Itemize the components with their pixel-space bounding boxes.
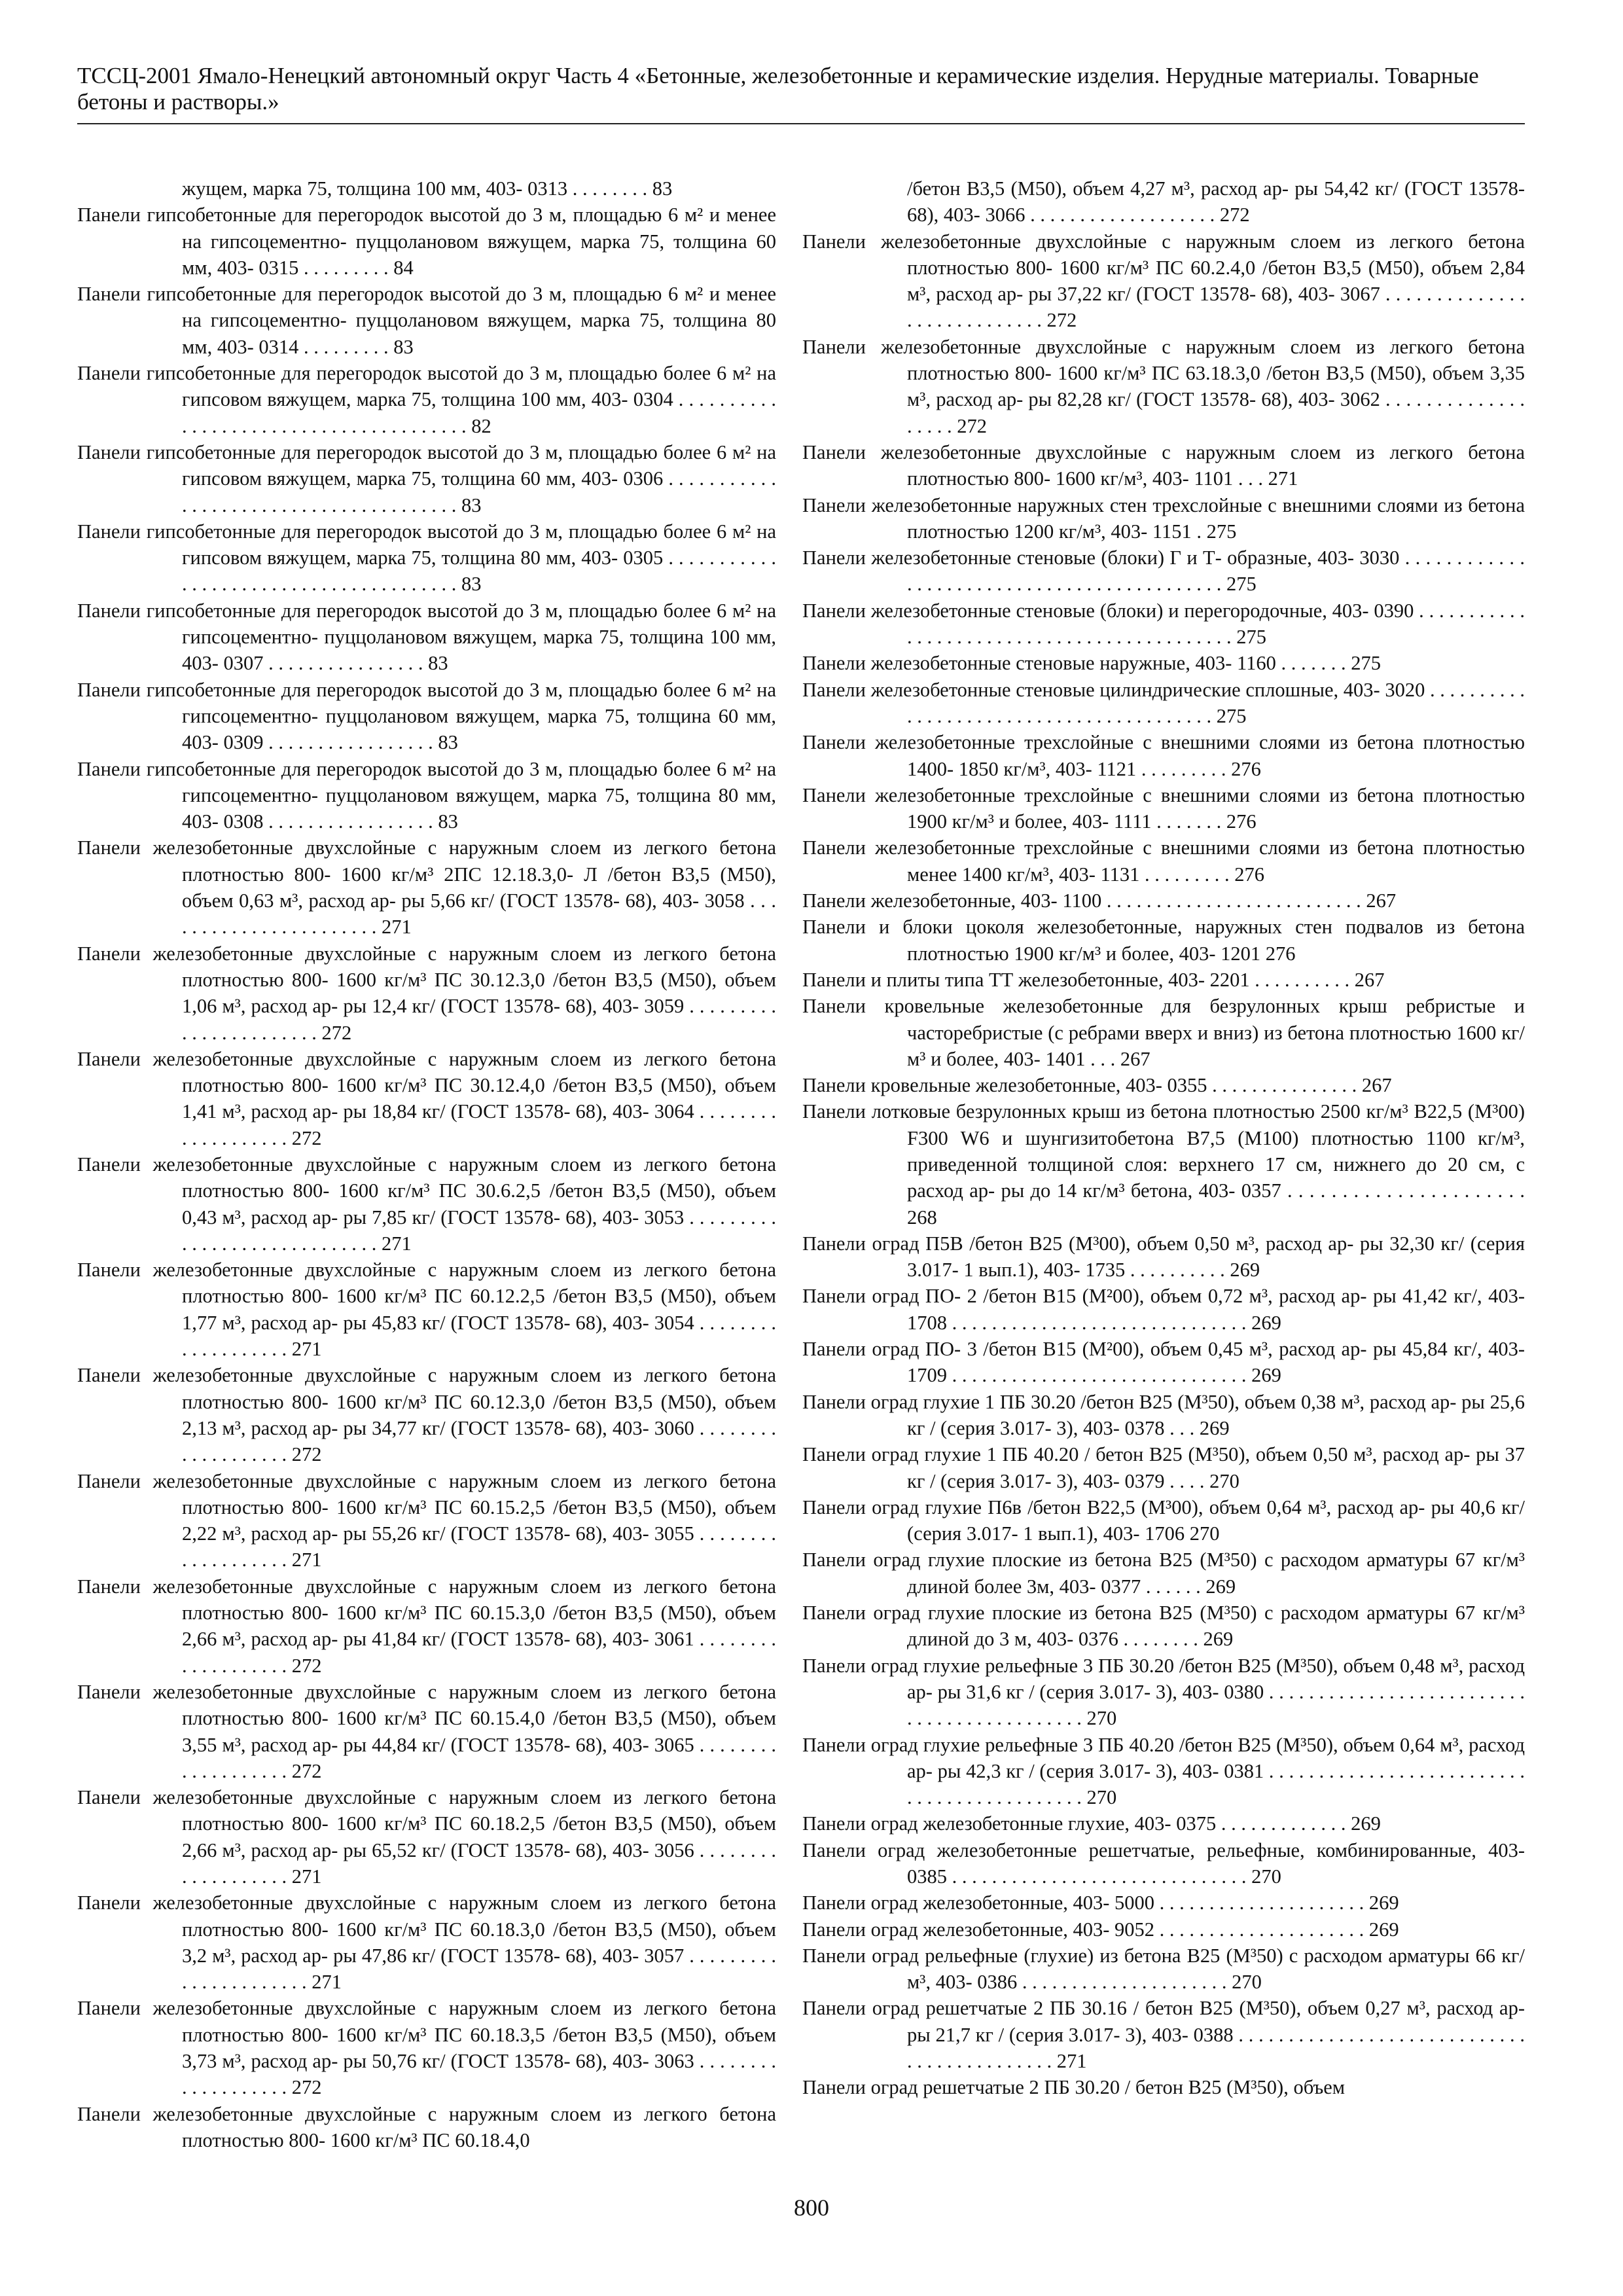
index-entry: Панели железобетонные двухслойные с наружным слоем из легкого бетона плотностью 800- 1600 кг/м³ 2ПС 12.18.3,0- Л /бетон В3,5 (М50), объем 0,63 м³, расход ар- ры 5,66 кг/ (ГОСТ 13578- 68), 403- 3058 . . . . . . . . . . . . . . . . . . . . . . . 271 (77, 836, 776, 939)
index-entry: Панели оград ПО- 2 /бетон В15 (М²00), объем 0,72 м³, расход ар- ры 41,42 кг/, 403- 1708 . . . . . . . . . . . . . . . . . . . . . . . . . . . . . . 269 (802, 1285, 1525, 1334)
index-entry: Панели оград железобетонные, 403- 9052 . . . . . . . . . . . . . . . . . . . . . 269 (802, 1918, 1399, 1941)
index-entry: Панели железобетонные стеновые (блоки) и перегородочные, 403- 0390 . . . . . . . . . . . . . . . . . . . . . . . . . . . . . . . . . . . . . . . . . . . . 275 (802, 599, 1525, 649)
index-entry: Панели оград решетчатые 2 ПБ 30.20 / бетон В25 (М³50), объем (802, 2076, 1346, 2099)
index-entry: Панели железобетонные стеновые (блоки) Г и Т- образные, 403- 3030 . . . . . . . . . . . . . . . . . . . . . . . . . . . . . . . . . . . . . . . . . . . . 275 (802, 547, 1525, 596)
index-entry: Панели железобетонные трехслойные с внешними слоями из бетона плотностью 1900 кг/м³ и более, 403- 1111 . . . . . . . 276 (802, 783, 1525, 833)
index-entry: Панели железобетонные двухслойные с наружным слоем из легкого бетона плотностью 800- 1600 кг/м³ ПС 60.18.3,5 /бетон В3,5 (М50), объем 3,73 м³, расход ар- ры 50,76 кг/ (ГОСТ 13578- 68), 403- 3063 . . . . . . . . . . . . . . . . . . . 272 (77, 1997, 776, 2099)
index-entry: Панели железобетонные, 403- 1100 . . . . . . . . . . . . . . . . . . . . . . . . . . 267 (802, 889, 1397, 912)
index-entry: Панели кровельные железобетонные для безрулонных крыш ребристые и часторебристые (с ребрами вверх и вниз) из бетона плотностью 1600 кг/м³ и более, 403- 1401 . . . 267 (802, 995, 1525, 1070)
index-entry: Панели гипсобетонные для перегородок высотой до 3 м, площадью более 6 м² на гипсовом вяжущем, марка 75, толщина 100 мм, 403- 0304 . . . . . . . . . . . . . . . . . . . . . . . . . . . . . . . . . . . . . . . 82 (77, 362, 776, 437)
index-entry: Панели оград железобетонные глухие, 403- 0375 . . . . . . . . . . . . . 269 (802, 1812, 1381, 1835)
index-entry: Панели железобетонные двухслойные с наружным слоем из легкого бетона плотностью 800- 1600 кг/м³ ПС 60.18.2,5 /бетон В3,5 (М50), объем 2,66 м³, расход ар- ры 65,52 кг/ (ГОСТ 13578- 68), 403- 3056 . . . . . . . . . . . . . . . . . . . 271 (77, 1786, 776, 1888)
index-entry: Панели гипсобетонные для перегородок высотой до 3 м, площадью более 6 м² на гипсоцементно- пуццолановом вяжущем, марка 75, толщина 80 мм, 403- 0308 . . . . . . . . . . . . . . . . . 83 (77, 757, 776, 833)
header-rule (77, 123, 1525, 124)
index-entry: Панели железобетонные двухслойные с наружным слоем из легкого бетона плотностью 800- 1600 кг/м³ ПС 63.18.3,0 /бетон В3,5 (М50), объем 3,35 м³, расход ар- ры 82,28 кг/ (ГОСТ 13578- 68), 403- 3062 . . . . . . . . . . . . . . . . . . . 272 (802, 335, 1525, 437)
index-entry: Панели железобетонные трехслойные с внешними слоями из бетона плотностью менее 1400 кг/м³, 403- 1131 . . . . . . . . . 276 (802, 836, 1525, 886)
index-entry: Панели железобетонные двухслойные с наружным слоем из легкого бетона плотностью 800- 1600 кг/м³, 403- 1101 . . . 271 (802, 440, 1525, 490)
index-entry: Панели оград глухие рельефные 3 ПБ 30.20 /бетон В25 (М³50), объем 0,48 м³, расход ар- ры 31,6 кг / (серия 3.017- 3), 403- 0380 . . . . . . . . . . . . . . . . . . . . . . . . . . . . . . . . . . . . . . . . . . . . 270 (802, 1654, 1525, 1730)
index-entry: Панели железобетонные двухслойные с наружным слоем из легкого бетона плотностью 800- 1600 кг/м³ ПС 60.12.2,5 /бетон В3,5 (М50), объем 1,77 м³, расход ар- ры 45,83 кг/ (ГОСТ 13578- 68), 403- 3054 . . . . . . . . . . . . . . . . . . . 271 (77, 1259, 776, 1361)
index-entry: Панели оград П5В /бетон В25 (М³00), объем 0,50 м³, расход ар- ры 32,30 кг/ (серия 3.017- 1 вып.1), 403- 1735 . . . . . . . . . . 269 (802, 1232, 1525, 1282)
index-entry: Панели оград рельефные (глухие) из бетона В25 (М³50) с расходом арматуры 66 кг/м³, 403- 0386 . . . . . . . . . . . . . . . . . . . . . 270 (802, 1944, 1525, 1994)
index-entry: Панели железобетонные двухслойные с наружным слоем из легкого бетона плотностью 800- 1600 кг/м³ ПС 30.12.4,0 /бетон В3,5 (М50), объем 1,41 м³, расход ар- ры 18,84 кг/ (ГОСТ 13578- 68), 403- 3064 . . . . . . . . . . . . . . . . . . . 272 (77, 1047, 776, 1149)
index-entry: Панели лотковые безрулонных крыш из бетона плотностью 2500 кг/м³ В22,5 (М³00) F300 W6 и шунгизитобетона В7,5 (М100) плотностью 1100 кг/м³, приведенной толщиной слоя: верхнего 17 см, нижнего до 20 см, с расход ар- ры до 14 кг/м³ бетона, 403- 0357 . . . . . . . . . . . . . . . . . . . . . . 268 (802, 1100, 1525, 1229)
index-entry: Панели гипсобетонные для перегородок высотой до 3 м, площадью более 6 м² на гипсовом вяжущем, марка 75, толщина 80 мм, 403- 0305 . . . . . . . . . . . . . . . . . . . . . . . . . . . . . . . . . . . . . . . 83 (77, 520, 776, 596)
index-entry: Панели железобетонные трехслойные с внешними слоями из бетона плотностью 1400- 1850 кг/м³, 403- 1121 . . . . . . . . . 276 (802, 731, 1525, 780)
index-entry: /бетон В3,5 (М50), объем 4,27 м³, расход ар- ры 54,42 кг/ (ГОСТ 13578- 68), 403- 3066 . . . . . . . . . . . . . . . . . . . 272 (907, 177, 1525, 226)
index-entry: Панели оград ПО- 3 /бетон В15 (М²00), объем 0,45 м³, расход ар- ры 45,84 кг/, 403- 1709 . . . . . . . . . . . . . . . . . . . . . . . . . . . . . . 269 (802, 1338, 1525, 1387)
index-entry: Панели железобетонные стеновые наружные, 403- 1160 . . . . . . . 275 (802, 652, 1381, 675)
index-entry: Панели железобетонные двухслойные с наружным слоем из легкого бетона плотностью 800- 1600 кг/м³ ПС 30.6.2,5 /бетон В3,5 (М50), объем 0,43 м³, расход ар- ры 7,85 кг/ (ГОСТ 13578- 68), 403- 3053 . . . . . . . . . . . . . . . . . . . . . . . . . . . . . 271 (77, 1153, 776, 1255)
index-entry: Панели железобетонные двухслойные с наружным слоем из легкого бетона плотностью 800- 1600 кг/м³ ПС 60.12.3,0 /бетон В3,5 (М50), объем 2,13 м³, расход ар- ры 34,77 кг/ (ГОСТ 13578- 68), 403- 3060 . . . . . . . . . . . . . . . . . . . 272 (77, 1364, 776, 1466)
index-entry: Панели оград глухие рельефные 3 ПБ 40.20 /бетон В25 (М³50), объем 0,64 м³, расход ар- ры 42,3 кг / (серия 3.017- 3), 403- 0381 . . . . . . . . . . . . . . . . . . . . . . . . . . . . . . . . . . . . . . . . . . . . 270 (802, 1733, 1525, 1809)
index-entry: Панели гипсобетонные для перегородок высотой до 3 м, площадью более 6 м² на гипсовом вяжущем, марка 75, толщина 60 мм, 403- 0306 . . . . . . . . . . . . . . . . . . . . . . . . . . . . . . . . . . . . . . . 83 (77, 440, 776, 516)
index-entry: Панели и блоки цоколя железобетонные, наружных стен подвалов из бетона плотностью 1900 кг/м³ и более, 403- 1201 276 (802, 916, 1525, 965)
index-entry: Панели железобетонные двухслойные с наружным слоем из легкого бетона плотностью 800- 1600 кг/м³ ПС 60.18.4,0 (77, 2102, 776, 2151)
index-column-right (802, 175, 1525, 2101)
index-entry: Панели железобетонные стеновые цилиндрические сплошные, 403- 3020 . . . . . . . . . . . . . . . . . . . . . . . . . . . . . . . . . . . . . . . . . 275 (802, 678, 1525, 727)
index-entry: Панели железобетонные двухслойные с наружным слоем из легкого бетона плотностью 800- 1600 кг/м³ ПС 30.12.3,0 /бетон В3,5 (М50), объем 1,06 м³, расход ар- ры 12,4 кг/ (ГОСТ 13578- 68), 403- 3059 . . . . . . . . . . . . . . . . . . . . . . . 272 (77, 942, 776, 1044)
index-entry: Панели железобетонные двухслойные с наружным слоем из легкого бетона плотностью 800- 1600 кг/м³ ПС 60.15.2,5 /бетон В3,5 (М50), объем 2,22 м³, расход ар- ры 55,26 кг/ (ГОСТ 13578- 68), 403- 3055 . . . . . . . . . . . . . . . . . . . 271 (77, 1469, 776, 1571)
index-entry: Панели оград глухие плоские из бетона В25 (М³50) с расходом арматуры 67 кг/м³ длиной до 3 м, 403- 0376 . . . . . . . . 269 (802, 1602, 1525, 1651)
page-number: 800 (794, 2195, 829, 2221)
index-entry: Панели железобетонные двухслойные с наружным слоем из легкого бетона плотностью 800- 1600 кг/м³ ПС 60.18.3,0 /бетон В3,5 (М50), объем 3,2 м³, расход ар- ры 47,86 кг/ (ГОСТ 13578- 68), 403- 3057 . . . . . . . . . . . . . . . . . . . . . . 271 (77, 1892, 776, 1994)
index-entry: Панели гипсобетонные для перегородок высотой до 3 м, площадью более 6 м² на гипсоцементно- пуццолановом вяжущем, марка 75, толщина 100 мм, 403- 0307 . . . . . . . . . . . . . . . . 83 (77, 599, 776, 675)
index-entry: Панели железобетонные двухслойные с наружным слоем из легкого бетона плотностью 800- 1600 кг/м³ ПС 60.15.4,0 /бетон В3,5 (М50), объем 3,55 м³, расход ар- ры 44,84 кг/ (ГОСТ 13578- 68), 403- 3065 . . . . . . . . . . . . . . . . . . . 272 (77, 1680, 776, 1782)
running-header: ТССЦ-2001 Ямало-Ненецкий автономный округ Часть 4 «Бетонные, железобетонные и керамические изделия. Нерудные материалы. Товарные бетоны и растворы.» (77, 63, 1479, 115)
index-entry: Панели железобетонные наружных стен трехслойные с внешними слоями из бетона плотностью 1200 кг/м³, 403- 1151 . 275 (802, 493, 1525, 543)
index-entry: Панели гипсобетонные для перегородок высотой до 3 м, площадью 6 м² и менее на гипсоцементно- пуццолановом вяжущем, марка 75, толщина 80 мм, 403- 0314 . . . . . . . . . 83 (77, 283, 776, 358)
index-entry: Панели оград железобетонные, 403- 5000 . . . . . . . . . . . . . . . . . . . . . 269 (802, 1892, 1399, 1914)
index-entry: Панели оград железобетонные решетчатые, рельефные, комбинированные, 403- 0385 . . . . . . . . . . . . . . . . . . . . . . . . . . . . . . 270 (802, 1839, 1525, 1888)
index-entry: Панели железобетонные двухслойные с наружным слоем из легкого бетона плотностью 800- 1600 кг/м³ ПС 60.15.3,0 /бетон В3,5 (М50), объем 2,66 м³, расход ар- ры 41,84 кг/ (ГОСТ 13578- 68), 403- 3061 . . . . . . . . . . . . . . . . . . . 272 (77, 1575, 776, 1677)
index-column-left (77, 175, 776, 2153)
index-entry: Панели железобетонные двухслойные с наружным слоем из легкого бетона плотностью 800- 1600 кг/м³ ПС 60.2.4,0 /бетон В3,5 (М50), объем 2,84 м³, расход ар- ры 37,22 кг/ (ГОСТ 13578- 68), 403- 3067 . . . . . . . . . . . . . . . . . . . . . . . . . . . . 272 (802, 230, 1525, 332)
index-entry: Панели оград глухие 1 ПБ 30.20 /бетон В25 (М³50), объем 0,38 м³, расход ар- ры 25,6 кг / (серия 3.017- 3), 403- 0378 . . . 269 (802, 1390, 1525, 1439)
index-entry: Панели кровельные железобетонные, 403- 0355 . . . . . . . . . . . . . . . 267 (802, 1074, 1392, 1097)
index-entry: Панели оград решетчатые 2 ПБ 30.16 / бетон В25 (М³50), объем 0,27 м³, расход ар- ры 21,7 кг / (серия 3.017- 3), 403- 0388 . . . . . . . . . . . . . . . . . . . . . . . . . . . . . . . . . . . . . . . . . . . . 271 (802, 1997, 1525, 2073)
index-entry: Панели гипсобетонные для перегородок высотой до 3 м, площадью более 6 м² на гипсоцементно- пуццолановом вяжущем, марка 75, толщина 60 мм, 403- 0309 . . . . . . . . . . . . . . . . . 83 (77, 678, 776, 754)
index-entry: Панели оград глухие 1 ПБ 40.20 / бетон В25 (М³50), объем 0,50 м³, расход ар- ры 37 кг / (серия 3.017- 3), 403- 0379 . . . . 270 (802, 1443, 1525, 1492)
index-entry: Панели оград глухие П6в /бетон В22,5 (М³00), объем 0,64 м³, расход ар- ры 40,6 кг/ (серия 3.017- 1 вып.1), 403- 1706 270 (802, 1496, 1525, 1545)
index-entry: Панели оград глухие плоские из бетона В25 (М³50) с расходом арматуры 67 кг/м³ длиной более 3м, 403- 0377 . . . . . . 269 (802, 1549, 1525, 1598)
index-entry: жущем, марка 75, толщина 100 мм, 403- 0313 . . . . . . . . 83 (182, 177, 673, 200)
index-entry: Панели и плиты типа ТТ железобетонные, 403- 2201 . . . . . . . . . . 267 (802, 968, 1385, 991)
index-entry: Панели гипсобетонные для перегородок высотой до 3 м, площадью 6 м² и менее на гипсоцементно- пуццолановом вяжущем, марка 75, толщина 60 мм, 403- 0315 . . . . . . . . . 84 (77, 204, 776, 279)
